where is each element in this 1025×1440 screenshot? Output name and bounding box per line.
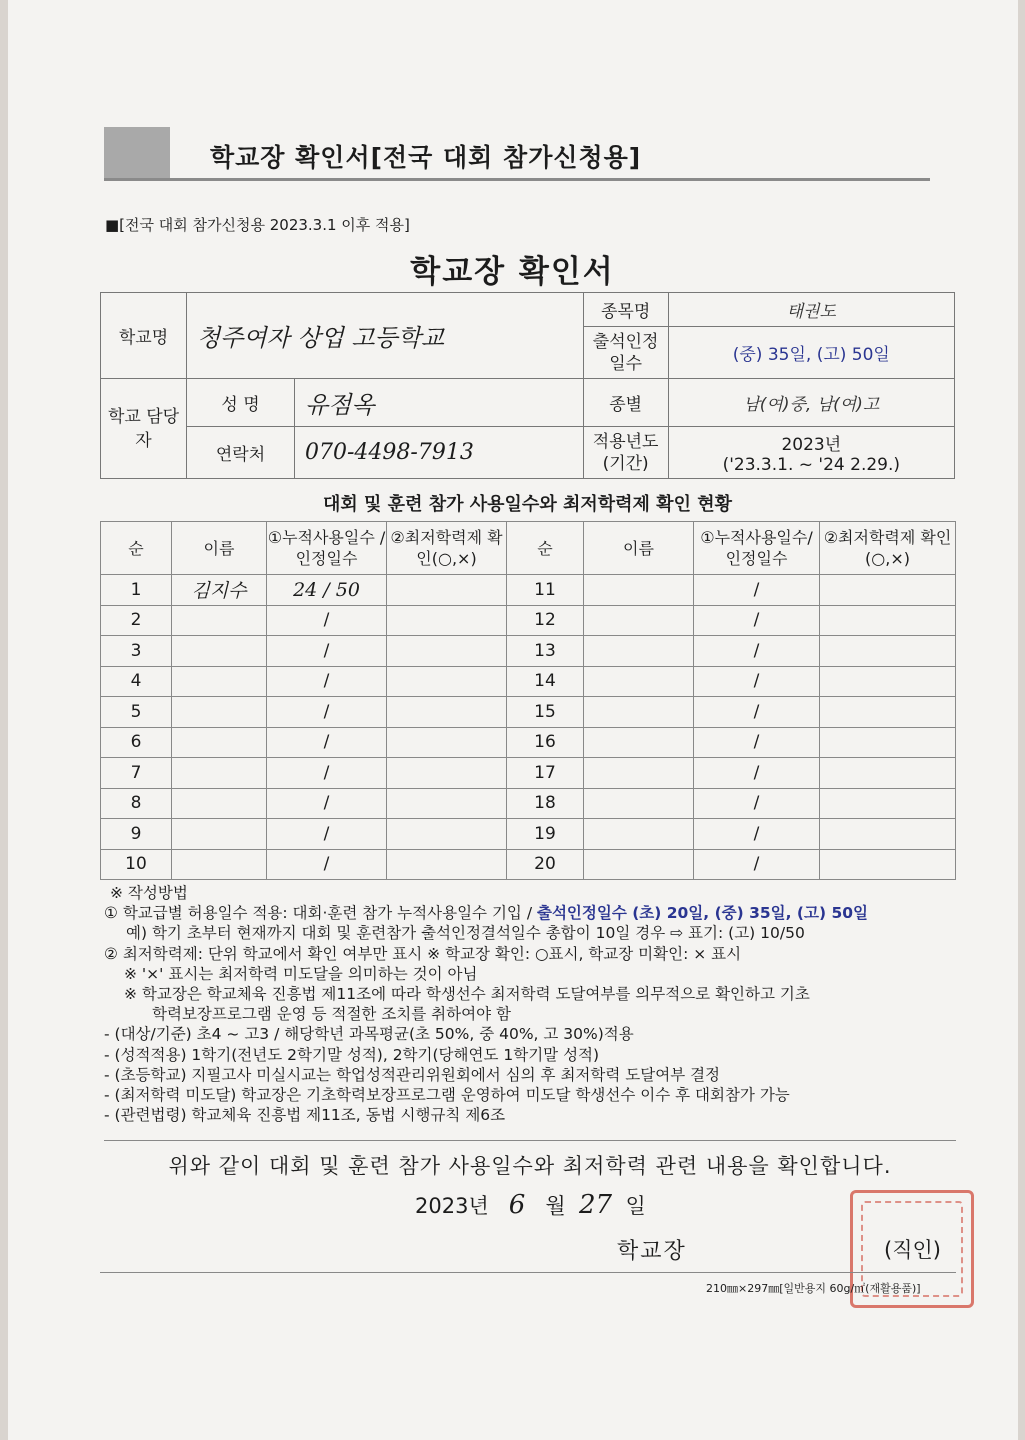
row-name xyxy=(584,636,694,667)
row-name xyxy=(584,788,694,819)
row-check xyxy=(387,575,507,606)
row-no: 7 xyxy=(101,758,172,789)
bullet-4: - (최저학력 미도달) 학교장은 기초학력보장프로그램 운영하여 미도달 학생선수 이수 후 대회참가 가능 xyxy=(104,1086,790,1105)
row-check xyxy=(387,697,507,728)
note-1-example: 예) 학기 초부터 현재까지 대회 및 훈련참가 출석인정결석일수 총합이 10일 경우 ⇨ 표기: (고) 10/50 xyxy=(126,924,805,943)
row-check xyxy=(387,666,507,697)
confirmation-text: 위와 같이 대회 및 훈련 참가 사용일수와 최저학력 관련 내용을 확인합니다. xyxy=(168,1154,892,1178)
table-row xyxy=(101,819,956,850)
table-row xyxy=(101,727,956,758)
row-no: 6 xyxy=(101,727,172,758)
row-name xyxy=(172,758,267,789)
row-no: 12 xyxy=(507,605,584,636)
row-check xyxy=(387,758,507,789)
name-label: 성 명 xyxy=(187,379,295,427)
row-no: 18 xyxy=(507,788,584,819)
table-row xyxy=(101,575,956,606)
row-name xyxy=(172,666,267,697)
row-no: 20 xyxy=(507,849,584,880)
year-label: 적용년도 (기간) xyxy=(583,427,668,479)
note-5: 학력보장프로그램 운영 등 적절한 조치를 취하여야 함 xyxy=(152,1005,511,1024)
row-no: 14 xyxy=(507,666,584,697)
row-check xyxy=(820,697,956,728)
table-row xyxy=(101,758,956,789)
row-no: 3 xyxy=(101,636,172,667)
notes-heading: ※ 작성방법 xyxy=(110,884,188,902)
bullet-3: - (초등학교) 지필고사 미실시교는 학업성적관리위원회에서 심의 후 최저학력 도달여부 결정 xyxy=(104,1065,721,1084)
row-check xyxy=(820,849,956,880)
manager-label: 학교 담당자 xyxy=(101,379,187,479)
gender-value: 남(여)중, 남(여)고 xyxy=(668,379,954,427)
attendance-value: (중) 35일, (고) 50일 xyxy=(668,327,954,379)
row-no: 13 xyxy=(507,636,584,667)
table-row xyxy=(101,666,956,697)
row-check xyxy=(387,605,507,636)
row-name xyxy=(584,819,694,850)
bullet-1: - (대상/기준) 초4 ~ 고3 / 해당학년 과목평균(초 50%, 중 40%, 고 30%)적용 xyxy=(104,1025,634,1044)
event-value: 태권도 xyxy=(668,293,954,327)
row-no: 2 xyxy=(101,605,172,636)
row-no: 17 xyxy=(507,758,584,789)
row-days: / xyxy=(267,697,387,728)
bullet-2: - (성적적용) 1학기(전년도 2학기말 성적), 2학기(당해연도 1학기말 성적) xyxy=(104,1045,600,1064)
writing-instructions xyxy=(104,883,964,1125)
date-line xyxy=(415,1190,646,1220)
row-days: / xyxy=(694,697,820,728)
year-cell xyxy=(668,427,954,479)
school-label: 학교명 xyxy=(101,293,187,379)
event-label: 종목명 xyxy=(583,293,668,327)
row-check xyxy=(387,849,507,880)
row-name xyxy=(584,575,694,606)
row-check xyxy=(387,636,507,667)
row-days: / xyxy=(694,819,820,850)
row-name xyxy=(172,788,267,819)
row-name xyxy=(584,758,694,789)
row-days: / xyxy=(267,788,387,819)
note-1-text: ① 학교급별 허용일수 적용: 대회·훈련 참가 누적사용일수 기입 / xyxy=(104,904,537,923)
row-check xyxy=(820,575,956,606)
row-check xyxy=(387,788,507,819)
table-row xyxy=(101,788,956,819)
participation-table xyxy=(100,521,956,880)
date-month: 6 xyxy=(508,1190,526,1220)
row-check xyxy=(820,788,956,819)
row-check xyxy=(387,819,507,850)
date-day-label: 일 xyxy=(625,1194,646,1218)
row-check xyxy=(820,727,956,758)
row-name xyxy=(584,727,694,758)
row-days: / xyxy=(694,605,820,636)
divider xyxy=(104,1140,956,1141)
table-row xyxy=(101,636,956,667)
col-name: 이름 xyxy=(172,522,267,575)
row-no: 1 xyxy=(101,575,172,606)
row-name xyxy=(584,605,694,636)
row-days: / xyxy=(694,575,820,606)
row-no: 16 xyxy=(507,727,584,758)
row-no: 19 xyxy=(507,819,584,850)
row-name xyxy=(584,697,694,728)
row-name xyxy=(172,727,267,758)
row-days: / xyxy=(267,819,387,850)
attendance-label: 출석인정 일수 xyxy=(583,327,668,379)
note-1 xyxy=(104,903,964,923)
note-3: ※ '×' 표시는 최저학력 미도달을 의미하는 것이 아님 xyxy=(124,964,478,983)
date-year: 2023년 xyxy=(415,1194,489,1218)
manager-name: 유점옥 xyxy=(295,379,584,427)
paper-spec: 210㎜×297㎜[일반용지 60g/㎡(재활용품)] xyxy=(706,1282,921,1295)
col-check: ②최저학력제 확인(○,×) xyxy=(387,522,507,575)
row-days: / xyxy=(694,849,820,880)
row-days: / xyxy=(694,666,820,697)
col-check-right: ②최저학력제 확인(○,×) xyxy=(820,522,956,575)
row-no: 11 xyxy=(507,575,584,606)
applicability-note: ■[전국 대회 참가신청용 2023.3.1 이후 적용] xyxy=(105,216,410,234)
row-check xyxy=(820,666,956,697)
row-check xyxy=(820,819,956,850)
row-no: 10 xyxy=(101,849,172,880)
row-days: / xyxy=(267,758,387,789)
col-no-right: 순 xyxy=(507,522,584,575)
note-1-days: 출석인정일수 (초) 20일, (중) 35일, (고) 50일 xyxy=(536,904,869,923)
contact-value: 070-4498-7913 xyxy=(295,427,584,479)
row-days: / xyxy=(267,636,387,667)
row-days: / xyxy=(694,788,820,819)
col-days-right: ①누적사용일수/ 인정일수 xyxy=(694,522,820,575)
row-name: 김지수 xyxy=(172,575,267,606)
row-name xyxy=(172,636,267,667)
row-days: / xyxy=(694,758,820,789)
period-value: ('23.3.1. ~ '24 2.29.) xyxy=(722,455,901,475)
row-days: / xyxy=(267,727,387,758)
seal-label: (직인) xyxy=(884,1238,941,1262)
header-rule xyxy=(104,178,930,181)
col-name-right: 이름 xyxy=(584,522,694,575)
year-value: 2023년 xyxy=(781,435,842,455)
header-gray-block xyxy=(104,127,170,179)
contact-label: 연락처 xyxy=(187,427,295,479)
row-name xyxy=(584,849,694,880)
date-month-label: 월 xyxy=(545,1194,566,1218)
row-days: / xyxy=(694,727,820,758)
row-days: / xyxy=(694,636,820,667)
document-title: 학교장 확인서 xyxy=(410,254,615,290)
bullet-5: - (관련법령) 학교체육 진흥법 제11조, 동법 시행규칙 제6조 xyxy=(104,1106,506,1125)
row-check xyxy=(387,727,507,758)
note-2: ② 최저학력제: 단위 학교에서 확인 여부만 표시 ※ 학교장 확인: ○표시, 학교장 미확인: × 표시 xyxy=(104,944,742,963)
row-check xyxy=(820,758,956,789)
row-check xyxy=(820,605,956,636)
row-no: 5 xyxy=(101,697,172,728)
row-check xyxy=(820,636,956,667)
gender-label: 종별 xyxy=(583,379,668,427)
row-no: 9 xyxy=(101,819,172,850)
row-no: 15 xyxy=(507,697,584,728)
note-4: ※ 학교장은 학교체육 진흥법 제11조에 따라 학생선수 최저학력 도달여부를 의무적으로 확인하고 기초 xyxy=(124,985,810,1004)
row-name xyxy=(172,697,267,728)
principal-label: 학교장 xyxy=(617,1239,687,1264)
row-days: 24 / 50 xyxy=(267,575,387,606)
header-title: 학교장 확인서[전국 대회 참가신청용] xyxy=(210,143,642,172)
school-info-table xyxy=(100,292,955,479)
col-days: ①누적사용일수 /인정일수 xyxy=(267,522,387,575)
school-name: 청주여자 상업 고등학교 xyxy=(187,293,584,379)
table-row xyxy=(101,849,956,880)
row-days: / xyxy=(267,849,387,880)
row-name xyxy=(172,849,267,880)
date-day: 27 xyxy=(579,1190,613,1220)
row-name xyxy=(584,666,694,697)
section-title: 대회 및 훈련 참가 사용일수와 최저학력제 확인 현황 xyxy=(322,494,732,515)
row-days: / xyxy=(267,605,387,636)
col-no: 순 xyxy=(101,522,172,575)
row-name xyxy=(172,819,267,850)
row-name xyxy=(172,605,267,636)
row-days: / xyxy=(267,666,387,697)
table-row xyxy=(101,697,956,728)
row-no: 4 xyxy=(101,666,172,697)
bottom-rule xyxy=(100,1272,956,1273)
table-row xyxy=(101,605,956,636)
row-no: 8 xyxy=(101,788,172,819)
